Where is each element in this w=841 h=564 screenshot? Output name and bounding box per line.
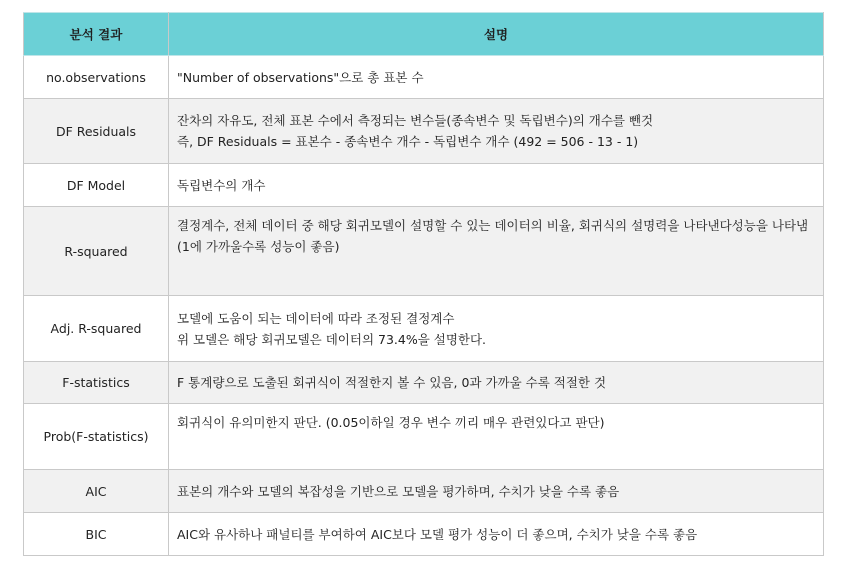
table-row — [24, 164, 824, 207]
description-line: 잔차의 자유도, 전체 표본 수에서 측정되는 변수들(종속변수 및 독립변수)의 개수를 뺀것 — [177, 113, 654, 128]
description-line: 위 모델은 해당 회귀모델은 데이터의 73.4%을 설명한다. — [177, 331, 487, 347]
table-row — [24, 296, 824, 362]
regression-results-table — [23, 12, 824, 556]
header-description: 설명 — [169, 13, 824, 56]
description-line: 회귀식이 유의미한지 판단. (0.05이하일 경우 변수 끼리 매우 관련있다고 판단) — [177, 415, 605, 430]
table-row — [24, 207, 824, 296]
row-description — [169, 296, 824, 362]
row-description — [169, 362, 824, 404]
table-row — [24, 404, 824, 470]
row-description — [169, 513, 824, 556]
row-term: no.observations — [24, 56, 169, 99]
table-row — [24, 362, 824, 404]
row-term: R-squared — [24, 207, 169, 296]
table-row — [24, 99, 824, 164]
row-term: BIC — [24, 513, 169, 556]
description-line: 즉, DF Residuals = 표본수 - 종속변수 개수 - 독립변수 개수 (492 = 506 - 13 - 1) — [177, 134, 639, 149]
row-description — [169, 404, 824, 470]
table-row — [24, 470, 824, 513]
table-header-row — [24, 13, 824, 56]
row-term: DF Residuals — [24, 99, 169, 164]
header-analysis-result: 분석 결과 — [24, 13, 169, 56]
description-line: 모델에 도움이 되는 데이터에 따라 조정된 결정계수 — [177, 310, 455, 326]
row-description — [169, 56, 824, 99]
description-line: AIC와 유사하나 패널티를 부여하여 AIC보다 모델 평가 성능이 더 좋으며, 수치가 낮을 수록 좋음 — [177, 526, 698, 542]
description-line: 독립변수의 개수 — [177, 177, 266, 193]
description-line: 결정계수, 전체 데이터 중 해당 회귀모델이 설명할 수 있는 데이터의 비율, 회귀식의 설명력을 나타낸다성능을 나타냄(1에 가까울수록 성능이 좋음) — [177, 218, 809, 254]
row-term: Prob(F-statistics) — [24, 404, 169, 470]
row-description — [169, 164, 824, 207]
row-description — [169, 207, 824, 296]
results-table-container — [23, 12, 823, 556]
row-term: AIC — [24, 470, 169, 513]
row-term: Adj. R-squared — [24, 296, 169, 362]
row-description — [169, 99, 824, 164]
description-line: "Number of observations"으로 총 표본 수 — [177, 69, 424, 85]
table-row — [24, 513, 824, 556]
table-row — [24, 56, 824, 99]
description-line: 표본의 개수와 모델의 복잡성을 기반으로 모델을 평가하며, 수치가 낮을 수록 좋음 — [177, 483, 620, 499]
row-term: DF Model — [24, 164, 169, 207]
row-term: F-statistics — [24, 362, 169, 404]
description-line: F 통계량으로 도출된 회귀식이 적절한지 볼 수 있음, 0과 가까울 수록 적절한 것 — [177, 375, 607, 390]
row-description — [169, 470, 824, 513]
